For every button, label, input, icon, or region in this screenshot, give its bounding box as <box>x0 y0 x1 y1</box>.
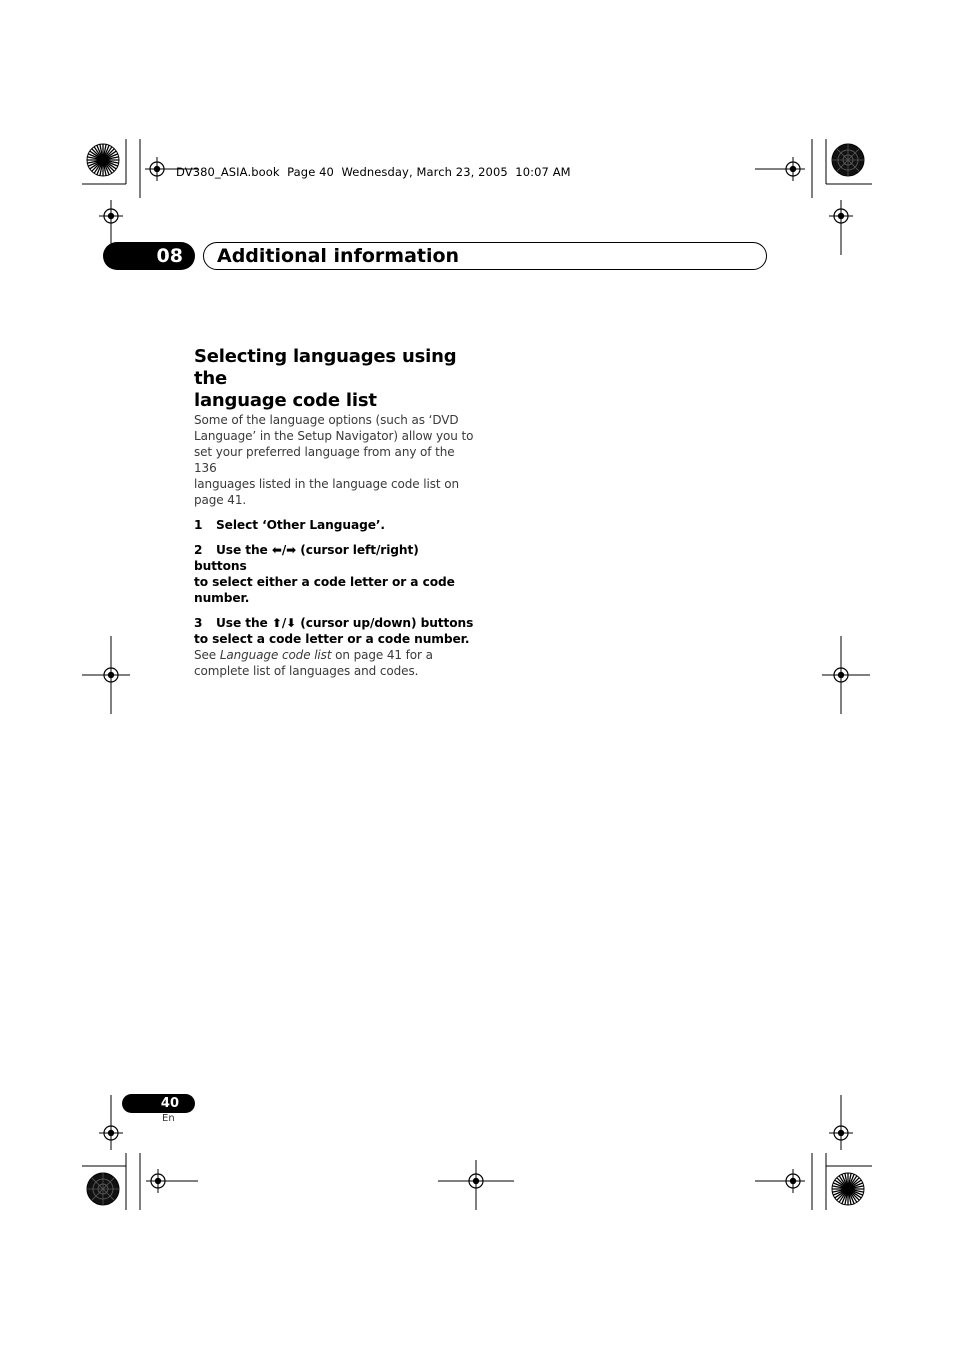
step-3 <box>194 615 474 647</box>
chapter-title: Additional information <box>217 245 460 267</box>
step-prefix: Use the <box>216 543 272 557</box>
book-info-header: DV380_ASIA.book Page 40 Wednesday, March 23, 2005 10:07 AM <box>176 165 571 179</box>
chapter-number: 08 <box>156 245 183 267</box>
up-down-arrows-icon: ⬆/⬇ <box>271 616 297 630</box>
section-heading-line2: language code list <box>194 390 377 411</box>
step-prefix: Use the <box>216 616 272 630</box>
step-text: Select ‘Other Language’. <box>216 518 385 532</box>
intro-line: Some of the language options (such as ‘DVD <box>194 413 459 427</box>
intro-line: Language’ in the Setup Navigator) allow you to <box>194 429 474 443</box>
intro-line: languages listed in the language code list on <box>194 477 459 491</box>
step-number: 3 <box>194 616 203 630</box>
step-number: 1 <box>194 518 203 532</box>
step-number: 2 <box>194 543 203 557</box>
section-heading-line1: Selecting languages using the <box>194 346 457 389</box>
step-2 <box>194 542 474 606</box>
page-number: 40 <box>160 1096 179 1111</box>
intro-line: page 41. <box>194 493 247 507</box>
chapter-number-badge <box>103 242 195 270</box>
step-text: to select a code letter or a code number. <box>194 632 470 646</box>
step-text: to select either a code letter or a code <box>194 575 455 589</box>
step-3-note <box>194 647 474 679</box>
step-text: (cursor up/down) buttons <box>296 616 474 630</box>
step-text: (cursor left/right) buttons <box>194 543 419 573</box>
language-code-list-reference: Language code list <box>219 648 332 662</box>
left-right-arrows-icon: ⬅/➡ <box>271 543 297 557</box>
note-text: See <box>194 648 220 662</box>
chapter-title-banner <box>203 242 767 270</box>
page-language: En <box>162 1113 175 1124</box>
section-heading <box>194 346 474 412</box>
note-text: on page 41 for a <box>331 648 433 662</box>
intro-paragraph <box>194 412 474 508</box>
section-content <box>194 346 474 679</box>
intro-line: set your preferred language from any of the 136 <box>194 445 455 475</box>
step-text: number. <box>194 591 250 605</box>
step-1 <box>194 517 474 533</box>
note-text: complete list of languages and codes. <box>194 664 419 678</box>
page-number-badge <box>122 1094 195 1113</box>
